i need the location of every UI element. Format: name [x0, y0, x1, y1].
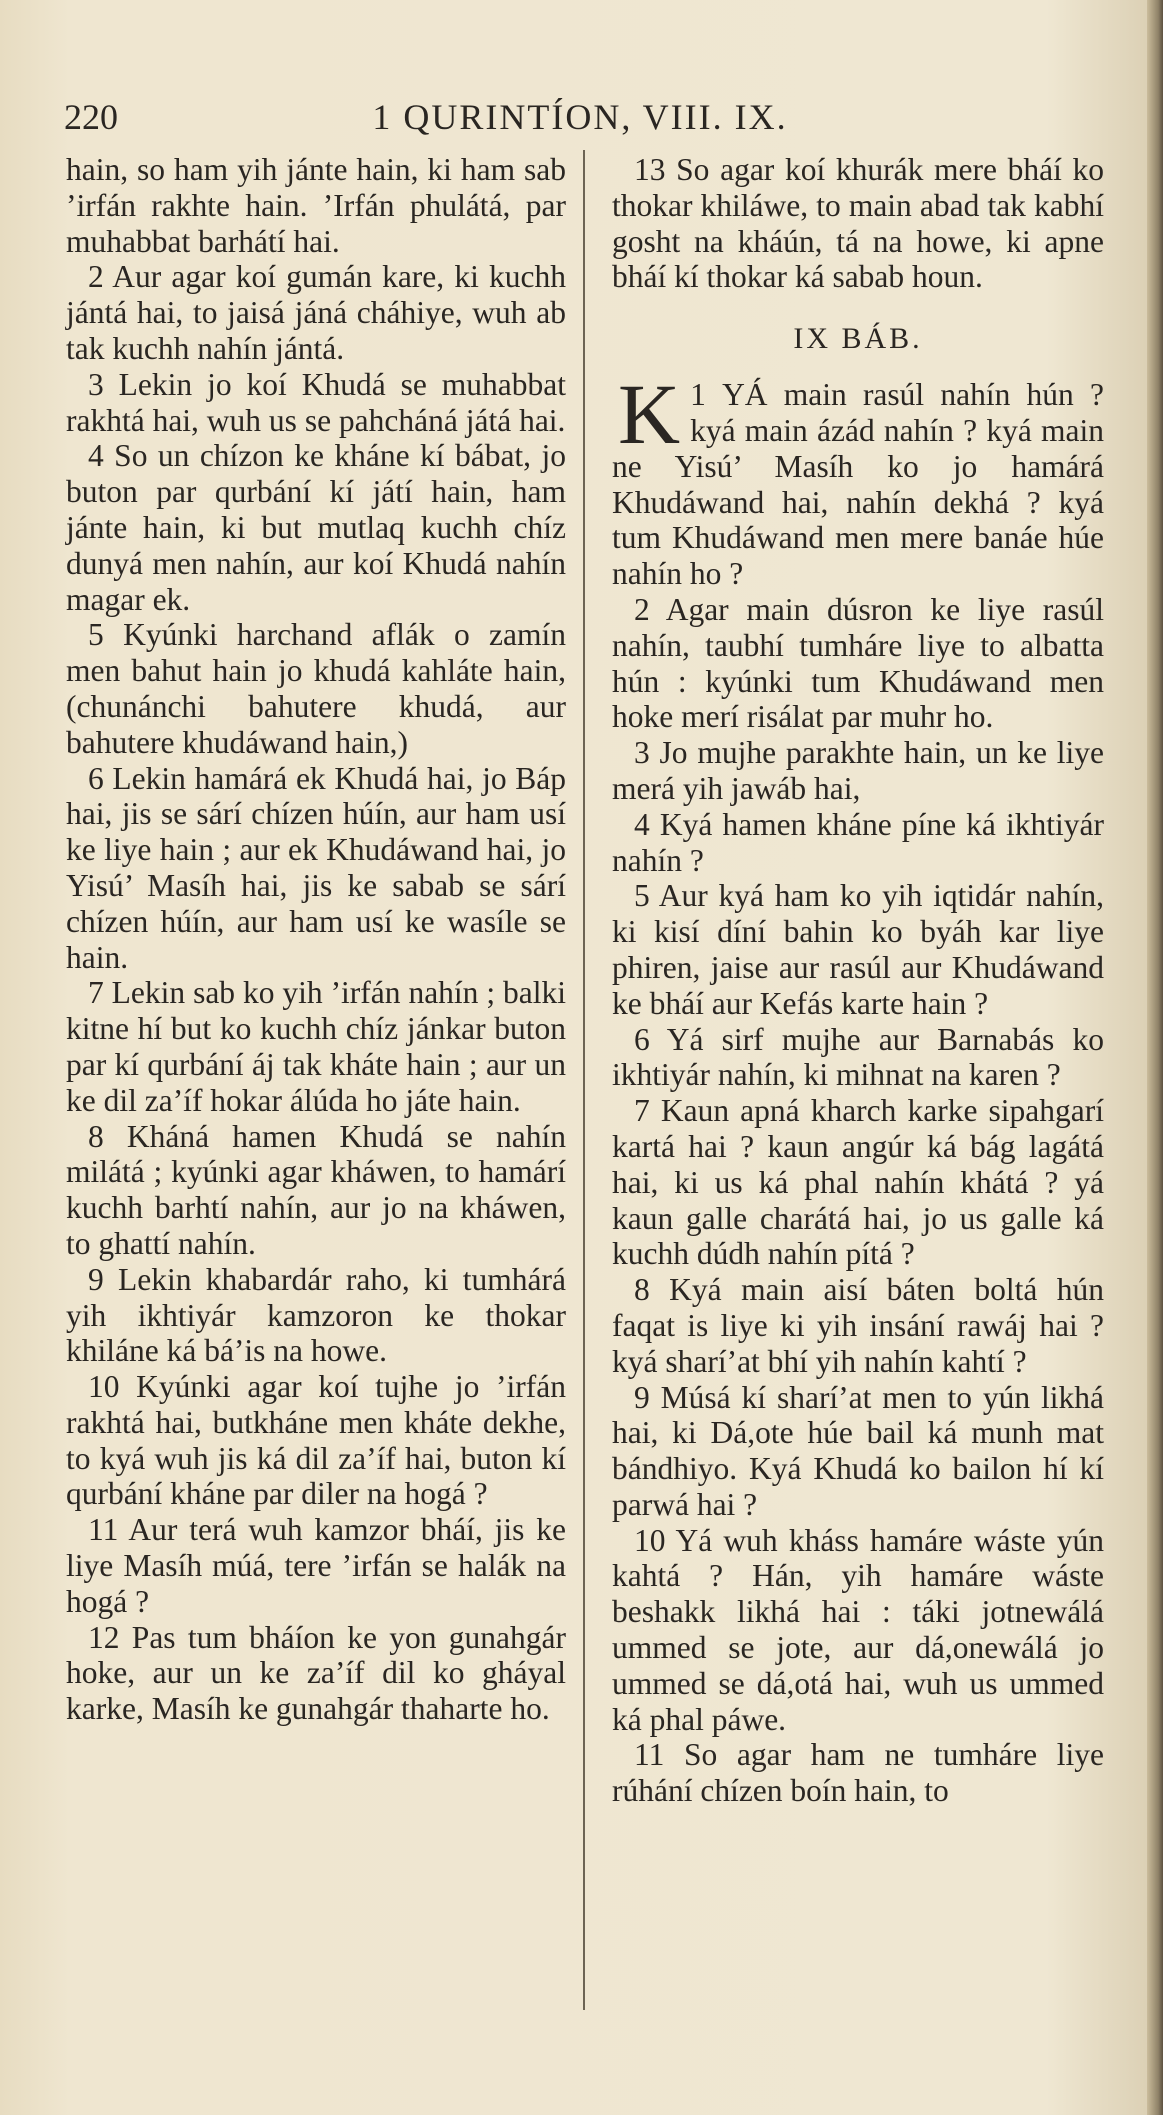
verse: 10 Kyúnki agar koí tujhe jo ’irfán rakhtá hai, butkháne men kháte dekhe, to kyá wuh jis ká dil za’íf hai, buton kí qurbání kháne par diler na hogá ?: [66, 1369, 566, 1512]
verse: 5 Kyúnki harchand aflák o zamín men bahut hain jo khudá kahláte hain, (chunánchi bahutere khudá, aur bahutere khudáwand hain,): [66, 617, 566, 760]
verse: 2 Agar main dúsron ke liye rasúl nahín, taubhí tumháre liye to albatta hún : kyúnki tum Khudáwand men hoke merí risálat par muhr ho.: [612, 591, 1104, 735]
verse: 13 So agar koí khurák mere bháí ko thokar khiláwe, to main abad tak kabhí gosht na kháún, tá na howe, ki apne bháí kí thokar ká sabab houn.: [612, 152, 1104, 295]
page-binding-edge: [1147, 0, 1163, 2115]
verse: 6 Lekin hamárá ek Khudá hai, jo Báp hai, jis se sárí chízen húín, aur ham usí ke liye hain ; aur ek Khudáwand hai, jo Yisú’ Masíh hai, jis ke sabab se sárí chízen húín, aur ham usí ke wasíle se hain.: [66, 760, 566, 975]
verse: 10 Yá wuh kháss hamáre wáste yún kahtá ? Hán, yih hamáre wáste beshakk likhá hai : táki jotnewálá ummed se jote, aur dá,onewálá jo ummed se dá,otá hai, wuh us ummed ká phal páwe.: [612, 1522, 1104, 1737]
right-column: [612, 152, 1104, 1809]
verse: 11 So agar ham ne tumháre liye rúhání chízen boín hain, to: [612, 1737, 1104, 1809]
verse: 8 Kyá main aisí báten boltá hún faqat is liye ki yih insání rawáj hai ? kyá sharí’at bhí yih nahín kahtí ?: [612, 1272, 1104, 1379]
chapter-first-verse: [612, 366, 1104, 592]
verse: 3 Jo mujhe parakhte hain, un ke liye merá yih jawáb hai,: [612, 735, 1104, 806]
verse-number: 1: [690, 377, 706, 413]
verse-text: YÁ main rasúl nahín hún ? kyá main ázád nahín ? kyá main ne Yisú’ Masíh ko jo hamárá Khudáwand hai, nahín dekhá ? kyá tum Khudáwand men mere banáe húe nahín ho ?: [612, 377, 1104, 592]
verse: 11 Aur terá wuh kamzor bháí, jis ke liye Masíh múá, tere ’irfán se halák na hogá ?: [66, 1512, 566, 1619]
verse: 9 Lekin khabardár raho, ki tumhárá yih ikhtiyár kamzoron ke thokar khiláne ká bá’is na howe.: [66, 1261, 566, 1369]
verse: 8 Kháná hamen Khudá se nahín milátá ; kyúnki agar kháwen, to hamárí kuchh barhtí nahín, aur jo na kháwen, to ghattí nahín.: [66, 1118, 566, 1261]
chapter-heading: IX BÁB.: [793, 322, 923, 356]
running-title: 1 QURINTÍON, VIII. IX.: [372, 97, 788, 137]
column-divider: [583, 150, 585, 2010]
verse: 9 Músá kí sharí’at men to yún likhá hai, ki Dá,ote húe bail ká munh mat bándhiyo. Kyá Khudá ko bailon hí kí parwá hai ?: [612, 1379, 1104, 1522]
verse: 4 So un chízon ke kháne kí bábat, jo buton par qurbání kí játí hain, ham jánte hain, ki but mutlaq kuchh chíz dunyá men nahín, aur koí Khudá nahín magar ek.: [66, 438, 566, 617]
verse: 3 Lekin jo koí Khudá se muhabbat rakhtá hai, wuh us se pahcháná játá hai.: [66, 366, 566, 438]
verse: 6 Yá sirf mujhe aur Barnabás ko ikhtiyár nahín, ki mihnat na karen ?: [612, 1021, 1104, 1093]
verse: hain, so ham yih jánte hain, ki ham sab ’irfán rakhte hain. ’Irfán phulátá, par muhabbat barhátí hai.: [66, 152, 566, 259]
drop-cap-letter: K: [618, 366, 681, 463]
verse: 7 Kaun apná kharch karke sipahgarí kartá hai ? kaun angúr ká bág lagátá hai, ki us ká phal nahín khátá ? yá kaun galle charátá hai, jo us galle ká kuchh dúdh nahín pítá ?: [612, 1093, 1104, 1272]
verse: 2 Aur agar koí gumán kare, ki kuchh jántá hai, to jaisá jáná cháhiye, wuh ab tak kuchh nahín jántá.: [66, 259, 566, 366]
verse: 12 Pas tum bháíon ke yon gunahgár hoke, aur un ke za’íf dil ko gháyal karke, Masíh ke gunahgár thaharte ho.: [66, 1619, 566, 1727]
left-column: [66, 152, 566, 1727]
verse: 4 Kyá hamen kháne píne ká ikhtiyár nahín ?: [612, 806, 1104, 878]
page-number: 220: [64, 97, 118, 137]
page-header: [60, 96, 1100, 142]
verse: 5 Aur kyá ham ko yih iqtidár nahín, ki kisí díní bahin ko byáh kar liye phiren, jaise aur rasúl aur Khudáwand ke bháí aur Kefás karte hain ?: [612, 878, 1104, 1021]
verse: 7 Lekin sab ko yih ’irfán nahín ; balki kitne hí but ko kuchh chíz jánkar buton par kí qurbání áj tak kháte hain ; aur un ke dil za’íf hokar álúda ho játe hain.: [66, 975, 566, 1118]
